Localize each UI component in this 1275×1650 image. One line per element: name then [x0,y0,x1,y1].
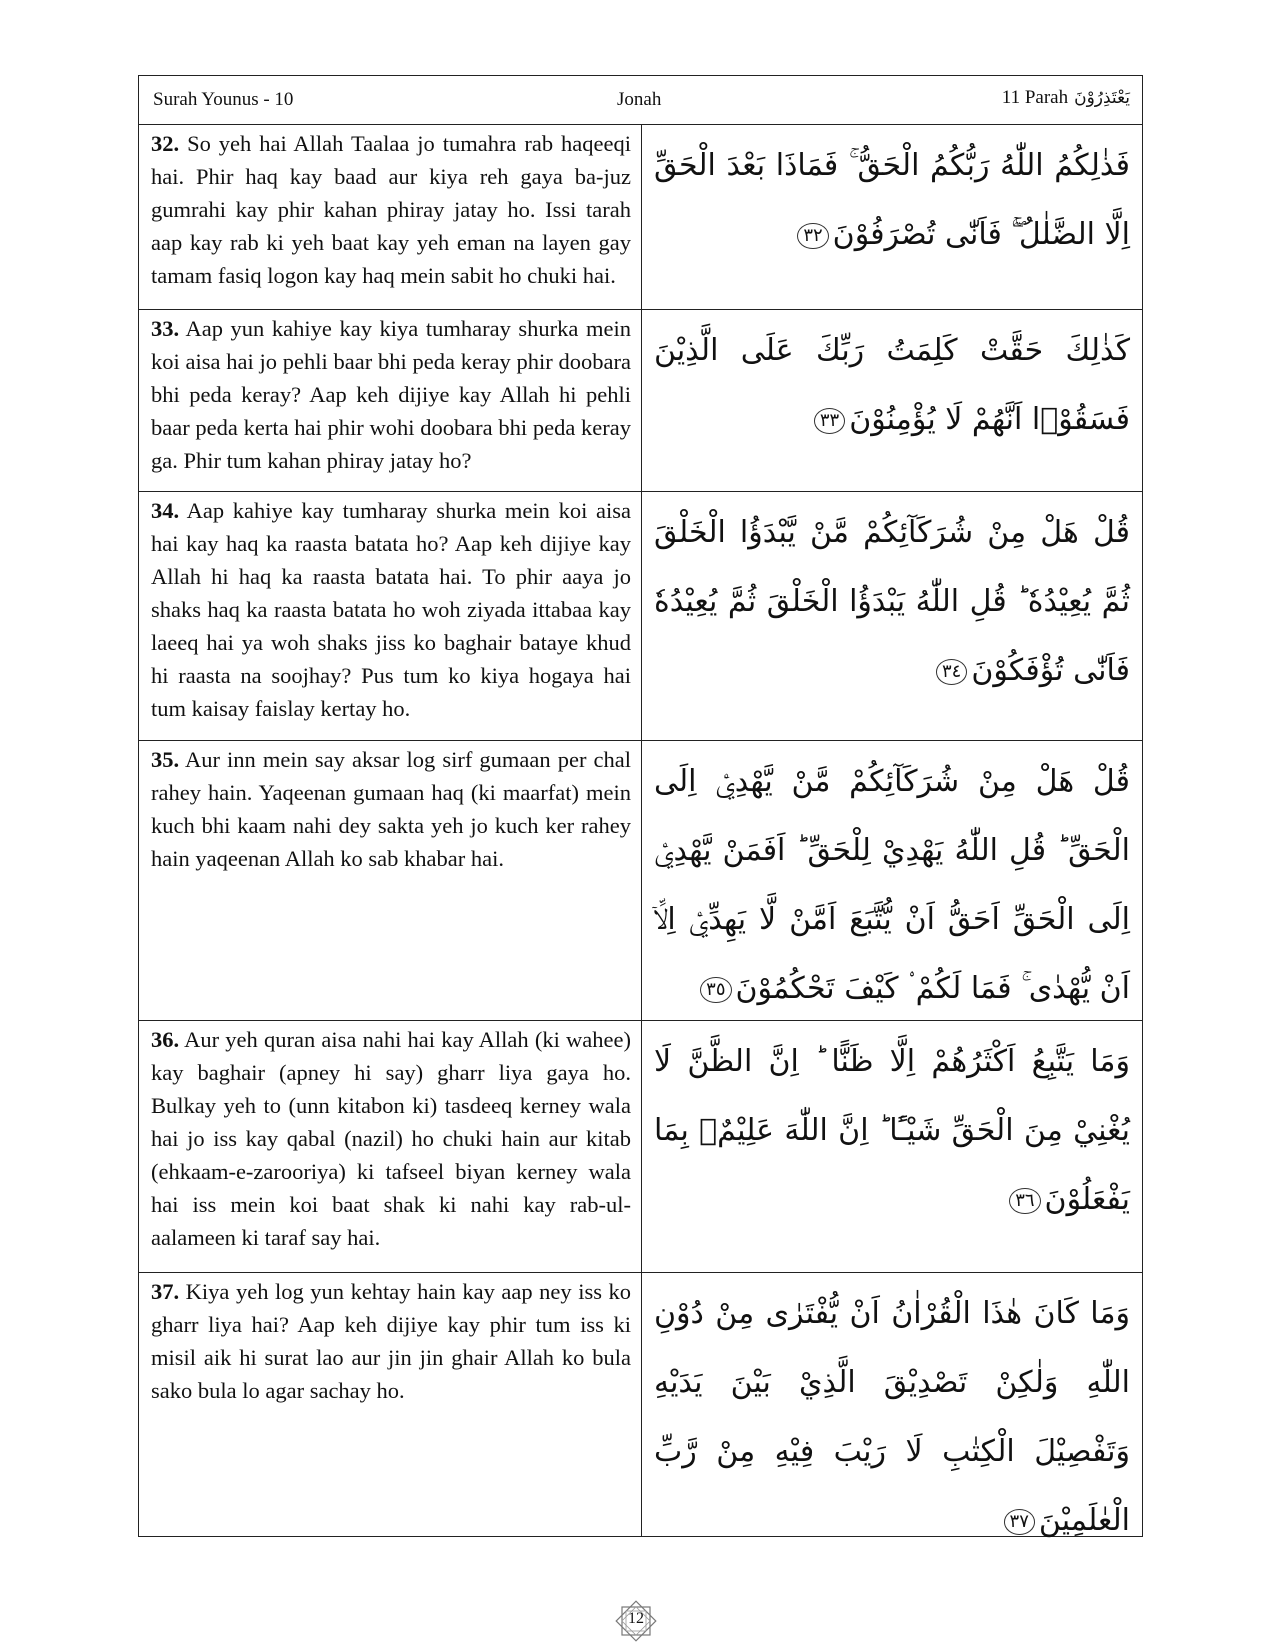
page-frame [138,75,1143,1537]
verse-arabic [654,498,1130,705]
verse-arabic [654,1027,1130,1234]
verse-row-35 [139,741,1142,1021]
translation-text: Aur inn mein say aksar log sirf gumaan per chal rahey hain. Yaqeenan gumaan haq (ki maarfat) mein kuch bhi kaam nahi dey sakta yeh jo kuch ker rahey hain yaqeenan Allah ko sab khabar hai. [151,747,631,871]
page-number-text: 12 [628,1610,644,1627]
surah-title: Surah Younus - 10 [153,89,294,110]
surah-english-name: Jonah [617,89,662,110]
translation-text: Aur yeh quran aisa nahi hai kay Allah (ki wahee) kay baghair (apney hi say) gharr liya gaya ho. Bulkay yeh to (unn kitabon ki) tasdeeq kerney wala hai jo iss kay qabal (nazil) ho chuki hain aur kitab (ehkaam-e-zarooriya) ki tafseel biyan kerney wala hai iss mein koi baat shak ki nahi kay rab-ul-aalameen ki taraf say hai. [151,1027,631,1250]
verse-row-37 [139,1273,1142,1536]
verse-translation [151,743,631,875]
verse-row-32 [139,125,1142,310]
parah-arabic: يَعْتَذِرُوْنَ [1074,88,1130,108]
verse-number: 36. [151,1027,180,1052]
translation-text: Kiya yeh log yun kehtay hain kay aap ney iss ko gharr liya hai? Aap keh dijiye kay phir tum iss ki misil aik hi surat lao aur jin jin ghair Allah ko bula sako bula lo agar sachay ho. [151,1279,631,1403]
verse-translation [151,127,631,292]
verse-number: 35. [151,747,180,772]
parah-number: 11 Parah [1001,87,1069,108]
ayah-end-marker: ٣٥ [700,977,731,1003]
verse-number: 37. [151,1279,180,1304]
verse-row-33 [139,310,1142,492]
verse-arabic [654,1279,1130,1555]
verse-translation [151,1023,631,1254]
verse-translation [151,494,631,725]
verse-arabic [654,316,1130,454]
verse-number: 34. [151,498,180,523]
page-number [608,1593,664,1649]
translation-text: So yeh hai Allah Taalaa jo tumahra rab haqeeqi hai. Phir haq kay baad aur kiya reh gaya ba-juz gumrahi kay phir kahan phiray jatay ho. Issi tarah aap kay rab ki yeh baat kay yeh eman na layen gay tamam fasiq logon kay haq mein sabit ho chuki hai. [151,131,632,288]
verse-row-36 [139,1021,1142,1273]
translation-text: Aap yun kahiye kay kiya tumharay shurka mein koi aisa hai jo pehli baar bhi peda keray phir doobara bhi peda keray? Aap keh dijiye kay Allah hi pehli baar peda kerta hai phir wohi doobara bhi peda keray ga. Phir tum kahan phiray jatay ho? [151,316,631,473]
verse-translation [151,1275,631,1407]
ayah-end-marker: ٣٧ [1004,1509,1035,1535]
verse-translation [151,312,631,477]
arabic-text: قُلْ هَلْ مِنْ شُرَكَآئِكُمْ مَّنْ يَّبْدَؤُا الْخَلْقَ ثُمَّ يُعِيْدُهٗ ؕ قُلِ اللّٰهُ يَبْدَؤُا الْخَلْقَ ثُمَّ يُعِيْدُهٗ فَاَنّٰى تُؤْفَكُوْنَ [654,515,1130,688]
ayah-end-marker: ٣٤ [936,659,967,685]
ayah-end-marker: ٣٣ [814,408,845,434]
verse-number: 32. [151,131,180,156]
arabic-text: كَذٰلِكَ حَقَّتْ كَلِمَتُ رَبِّكَ عَلَى الَّذِيْنَ فَسَقُوْۤا اَنَّهُمْ لَا يُؤْمِنُوْنَ [654,333,1130,437]
verse-arabic [654,747,1130,1023]
parah-label [1002,87,1130,109]
ayah-end-marker: ٣٢ [797,223,828,249]
ayah-end-marker: ٣٦ [1009,1188,1040,1214]
arabic-text: قُلْ هَلْ مِنْ شُرَكَآئِكُمْ مَّنْ يَّهْدِيْۤ اِلَى الْحَقِّ ؕ قُلِ اللّٰهُ يَهْدِيْ لِلْحَقِّ ؕ اَفَمَنْ يَّهْدِيْۤ اِلَى الْحَقِّ اَحَقُّ اَنْ يُّتَّبَعَ اَمَّنْ لَّا يَهِدِّيْۤ اِلَّاۤ اَنْ يُّهْدٰى ۚ فَمَا لَكُمْ ۟ كَيْفَ تَحْكُمُوْنَ [654,764,1130,1006]
verse-row-34 [139,492,1142,741]
translation-text: Aap kahiye kay tumharay shurka mein koi aisa hai kay haq ka raasta batata ho? Aap keh dijiye kay Allah hi haq ka raasta batata hai. To phir aaya jo shaks haq ka raasta batata ho woh ziyada ittabaa kay laeeq hai ya woh shaks jiss ko baghair bataye khud hi raasta na soojhay? Pus tum ko kiya hogaya hai tum kaisay faislay kertay ho. [151,498,631,721]
verse-arabic [654,131,1130,269]
arabic-text: فَذٰلِكُمُ اللّٰهُ رَبُّكُمُ الْحَقُّ ۚ فَمَاذَا بَعْدَ الْحَقِّ اِلَّا الضَّلٰلُ ۚۖ فَاَنّٰى تُصْرَفُوْنَ [654,148,1130,252]
verse-number: 33. [151,316,180,341]
page-header [139,76,1142,125]
arabic-text: وَمَا يَتَّبِعُ اَكْثَرُهُمْ اِلَّا ظَنًّا ؕ اِنَّ الظَّنَّ لَا يُغْنِيْ مِنَ الْحَقِّ شَيْـًٔا ؕ اِنَّ اللّٰهَ عَلِيْمٌۢ بِمَا يَفْعَلُوْنَ [654,1044,1130,1217]
arabic-text: وَمَا كَانَ هٰذَا الْقُرْاٰنُ اَنْ يُّفْتَرٰى مِنْ دُوْنِ اللّٰهِ وَلٰكِنْ تَصْدِيْقَ الَّذِيْ بَيْنَ يَدَيْهِ وَتَفْصِيْلَ الْكِتٰبِ لَا رَيْبَ فِيْهِ مِنْ رَّبِّ الْعٰلَمِيْنَ [654,1296,1130,1538]
